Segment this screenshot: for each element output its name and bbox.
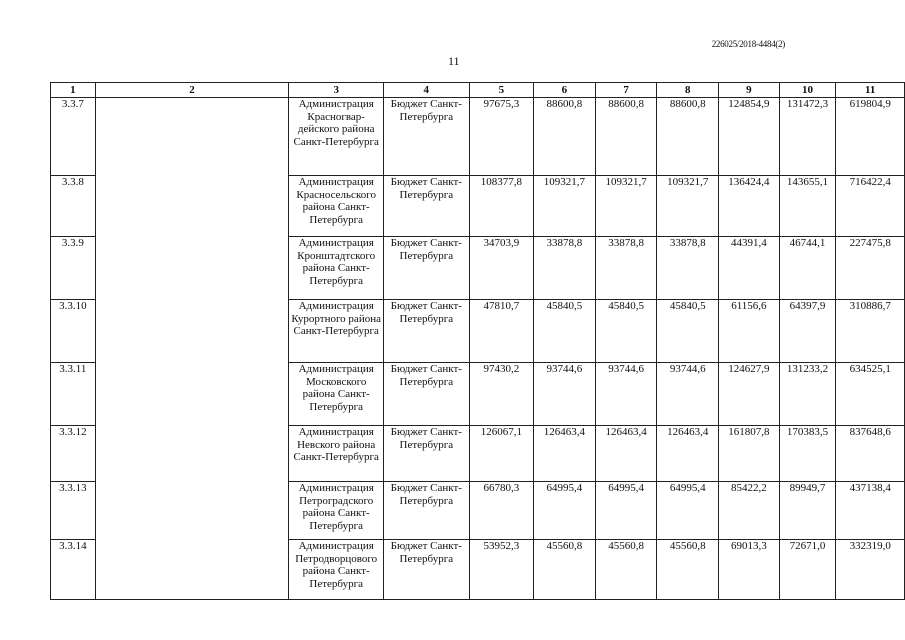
funding-source-cell: Бюджет Санкт-Петербурга: [384, 176, 469, 237]
value-cell: 64995,4: [657, 482, 719, 540]
value-cell: 85422,2: [719, 482, 780, 540]
empty-cell: [95, 176, 289, 237]
column-header: 9: [719, 83, 780, 98]
value-cell: 136424,4: [719, 176, 780, 237]
value-cell: 126463,4: [595, 426, 657, 482]
value-cell: 619804,9: [836, 98, 905, 176]
table-row: [51, 426, 905, 482]
column-header: 11: [836, 83, 905, 98]
value-cell: 126463,4: [657, 426, 719, 482]
value-cell: 97675,3: [469, 98, 534, 176]
funding-source-cell: Бюджет Санкт-Петербурга: [384, 482, 469, 540]
column-header: 2: [95, 83, 289, 98]
organization-cell: Администрация Красносельского района Санкт-Петербурга: [289, 176, 384, 237]
value-cell: 227475,8: [836, 237, 905, 300]
funding-source-cell: Бюджет Санкт-Петербурга: [384, 98, 469, 176]
value-cell: 93744,6: [534, 363, 596, 426]
value-cell: 45560,8: [657, 540, 719, 600]
header-row: [51, 83, 905, 98]
page-number: 11: [448, 54, 460, 68]
column-header: 8: [657, 83, 719, 98]
table-row: [51, 363, 905, 426]
value-cell: 109321,7: [534, 176, 596, 237]
column-header: 6: [534, 83, 596, 98]
value-cell: 64995,4: [534, 482, 596, 540]
value-cell: 88600,8: [657, 98, 719, 176]
value-cell: 131233,2: [779, 363, 836, 426]
table-row: [51, 98, 905, 176]
table-row: [51, 176, 905, 237]
organization-cell: Администрация Кронштадтского района Санкт-Петербурга: [289, 237, 384, 300]
column-header: 7: [595, 83, 657, 98]
value-cell: 716422,4: [836, 176, 905, 237]
value-cell: 44391,4: [719, 237, 780, 300]
empty-cell: [95, 426, 289, 482]
value-cell: 34703,9: [469, 237, 534, 300]
document-number: 226025/2018-4484(2): [711, 39, 785, 49]
value-cell: 93744,6: [595, 363, 657, 426]
row-number: 3.3.7: [51, 98, 96, 176]
organization-cell: Администрация Красногвар-дейского района Санкт-Петербурга: [289, 98, 384, 176]
value-cell: 66780,3: [469, 482, 534, 540]
value-cell: 143655,1: [779, 176, 836, 237]
value-cell: 108377,8: [469, 176, 534, 237]
organization-cell: Администрация Петродворцового района Санкт-Петербурга: [289, 540, 384, 600]
table-row: [51, 482, 905, 540]
organization-cell: Администрация Московского района Санкт-Петербурга: [289, 363, 384, 426]
row-number: 3.3.8: [51, 176, 96, 237]
value-cell: 33878,8: [534, 237, 596, 300]
row-number: 3.3.11: [51, 363, 96, 426]
empty-cell: [95, 98, 289, 176]
value-cell: 131472,3: [779, 98, 836, 176]
value-cell: 69013,3: [719, 540, 780, 600]
value-cell: 64397,9: [779, 300, 836, 363]
organization-cell: Администрация Петроградского района Санкт-Петербурга: [289, 482, 384, 540]
value-cell: 109321,7: [595, 176, 657, 237]
column-header: 10: [779, 83, 836, 98]
funding-source-cell: Бюджет Санкт-Петербурга: [384, 363, 469, 426]
value-cell: 124627,9: [719, 363, 780, 426]
value-cell: 33878,8: [595, 237, 657, 300]
value-cell: 53952,3: [469, 540, 534, 600]
empty-cell: [95, 363, 289, 426]
value-cell: 837648,6: [836, 426, 905, 482]
value-cell: 126463,4: [534, 426, 596, 482]
column-header: 1: [51, 83, 96, 98]
value-cell: 437138,4: [836, 482, 905, 540]
column-header: 5: [469, 83, 534, 98]
value-cell: 161807,8: [719, 426, 780, 482]
value-cell: 33878,8: [657, 237, 719, 300]
budget-table: [50, 82, 905, 600]
organization-cell: Администрация Курортного района Санкт-Петербурга: [289, 300, 384, 363]
organization-cell: Администрация Невского района Санкт-Петербурга: [289, 426, 384, 482]
value-cell: 310886,7: [836, 300, 905, 363]
value-cell: 72671,0: [779, 540, 836, 600]
value-cell: 45840,5: [595, 300, 657, 363]
value-cell: 45560,8: [595, 540, 657, 600]
column-header: 3: [289, 83, 384, 98]
row-number: 3.3.9: [51, 237, 96, 300]
value-cell: 88600,8: [534, 98, 596, 176]
value-cell: 45840,5: [534, 300, 596, 363]
empty-cell: [95, 237, 289, 300]
table-row: [51, 540, 905, 600]
value-cell: 45560,8: [534, 540, 596, 600]
funding-source-cell: Бюджет Санкт-Петербурга: [384, 540, 469, 600]
value-cell: 634525,1: [836, 363, 905, 426]
value-cell: 64995,4: [595, 482, 657, 540]
row-number: 3.3.14: [51, 540, 96, 600]
funding-source-cell: Бюджет Санкт-Петербурга: [384, 237, 469, 300]
row-number: 3.3.12: [51, 426, 96, 482]
value-cell: 93744,6: [657, 363, 719, 426]
value-cell: 97430,2: [469, 363, 534, 426]
value-cell: 332319,0: [836, 540, 905, 600]
table-row: [51, 300, 905, 363]
value-cell: 45840,5: [657, 300, 719, 363]
value-cell: 124854,9: [719, 98, 780, 176]
funding-source-cell: Бюджет Санкт-Петербурга: [384, 300, 469, 363]
empty-cell: [95, 300, 289, 363]
value-cell: 46744,1: [779, 237, 836, 300]
column-header: 4: [384, 83, 469, 98]
value-cell: 170383,5: [779, 426, 836, 482]
funding-source-cell: Бюджет Санкт-Петербурга: [384, 426, 469, 482]
row-number: 3.3.13: [51, 482, 96, 540]
value-cell: 126067,1: [469, 426, 534, 482]
empty-cell: [95, 540, 289, 600]
row-number: 3.3.10: [51, 300, 96, 363]
empty-cell: [95, 482, 289, 540]
value-cell: 47810,7: [469, 300, 534, 363]
value-cell: 89949,7: [779, 482, 836, 540]
value-cell: 61156,6: [719, 300, 780, 363]
value-cell: 88600,8: [595, 98, 657, 176]
table-row: [51, 237, 905, 300]
value-cell: 109321,7: [657, 176, 719, 237]
